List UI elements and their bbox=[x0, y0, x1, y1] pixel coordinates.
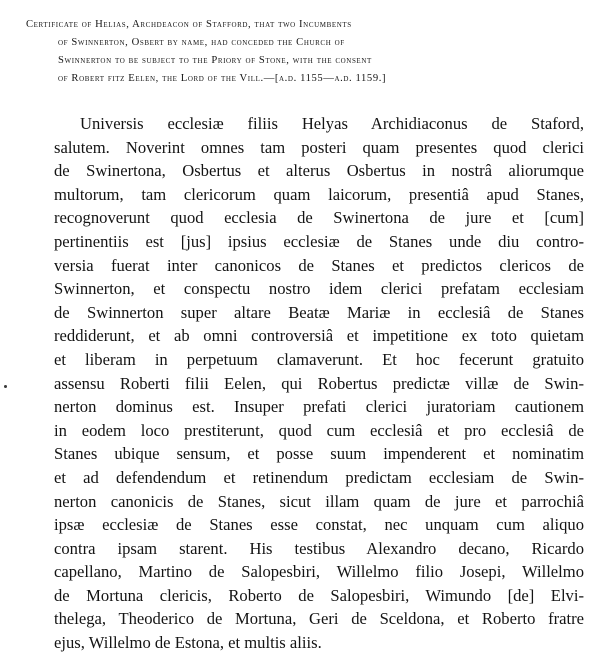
margin-mark bbox=[4, 385, 7, 388]
text-line: capellano, Martino de Salopesbiri, Willelmo filio Josepi, Willelmo bbox=[54, 562, 584, 582]
heading-line: Certificate of Helias, Archdeacon of Stafford, that two Incumbents bbox=[26, 19, 352, 30]
text-line: de Swinertona, Osbertus et alterus Osbertus in nostrâ aliorumque bbox=[54, 161, 584, 181]
text-line: de Mortuna clericis, Roberto de Salopesbiri, Wimundo [de] Elvi- bbox=[54, 585, 584, 605]
text-line: et liberam in perpetuum clamaverunt. Et hoc fecerunt gratuito bbox=[54, 349, 584, 369]
heading-line: of Swinnerton, Osbert by name, had conceded the Church of bbox=[58, 37, 345, 48]
text-line: in eodem loco prestiterunt, quod cum ecclesiâ et pro ecclesiâ de bbox=[54, 420, 584, 440]
heading-line: Swinnerton to be subject to the Priory of Stone, with the consent bbox=[58, 55, 372, 66]
text-line: Stanes ubique sensum, et posse suum impenderent et nominatim bbox=[54, 444, 584, 464]
text-line: assensu Roberti filii Eelen, qui Robertus predictæ villæ de Swin- bbox=[54, 373, 584, 393]
text-line: multorum, tam clericorum quam laicorum, presentiâ apud Stanes, bbox=[54, 184, 584, 204]
text-line: Universis ecclesiæ filiis Helyas Archidiaconus de Staford, bbox=[80, 114, 584, 133]
text-line: salutem. Noverint omnes tam posteri quam presentes quod clerici bbox=[54, 137, 584, 157]
text-line: nerton dominus est. Insuper prefati clerici juratoriam cautionem bbox=[54, 397, 584, 417]
heading-line: of Robert fitz Eelen, the Lord of the Vill.—[a.d. 1155—a.d. 1159.] bbox=[58, 73, 387, 84]
text-line: reddiderunt, et ab omni controversiâ et impetitione ex toto quietam bbox=[54, 326, 584, 346]
text-line: versia fuerat inter canonicos de Stanes et predictos clericos de bbox=[54, 255, 584, 275]
certificate-heading bbox=[26, 16, 586, 88]
text-line: ipsæ ecclesiæ de Stanes esse constat, nec unquam cum aliquo bbox=[54, 515, 584, 535]
text-line: thelega, Theoderico de Mortuna, Geri de Sceldona, et Roberto fratre bbox=[54, 609, 584, 629]
text-line: et ad defendendum et retinendum predictam ecclesiam de Swin- bbox=[54, 467, 584, 487]
charter-text bbox=[54, 112, 584, 655]
text-line: pertinentiis est [jus] ipsius ecclesiæ de Stanes unde diu contro- bbox=[54, 231, 584, 251]
text-line: nerton canonicis de Stanes, sicut illam quam de jure et parrochiâ bbox=[54, 491, 584, 511]
text-line: de Swinnerton super altare Beatæ Mariæ in ecclesiâ de Stanes bbox=[54, 302, 584, 322]
text-line: ejus, Willelmo de Estona, et multis aliis. bbox=[54, 633, 322, 653]
text-line: Swinnerton, et conspectu nostro idem clerici prefatam ecclesiam bbox=[54, 279, 584, 299]
text-line: contra ipsam starent. His testibus Alexandro decano, Ricardo bbox=[54, 538, 584, 558]
text-line: recognoverunt quod ecclesia de Swinertona de jure et [cum] bbox=[54, 208, 584, 228]
